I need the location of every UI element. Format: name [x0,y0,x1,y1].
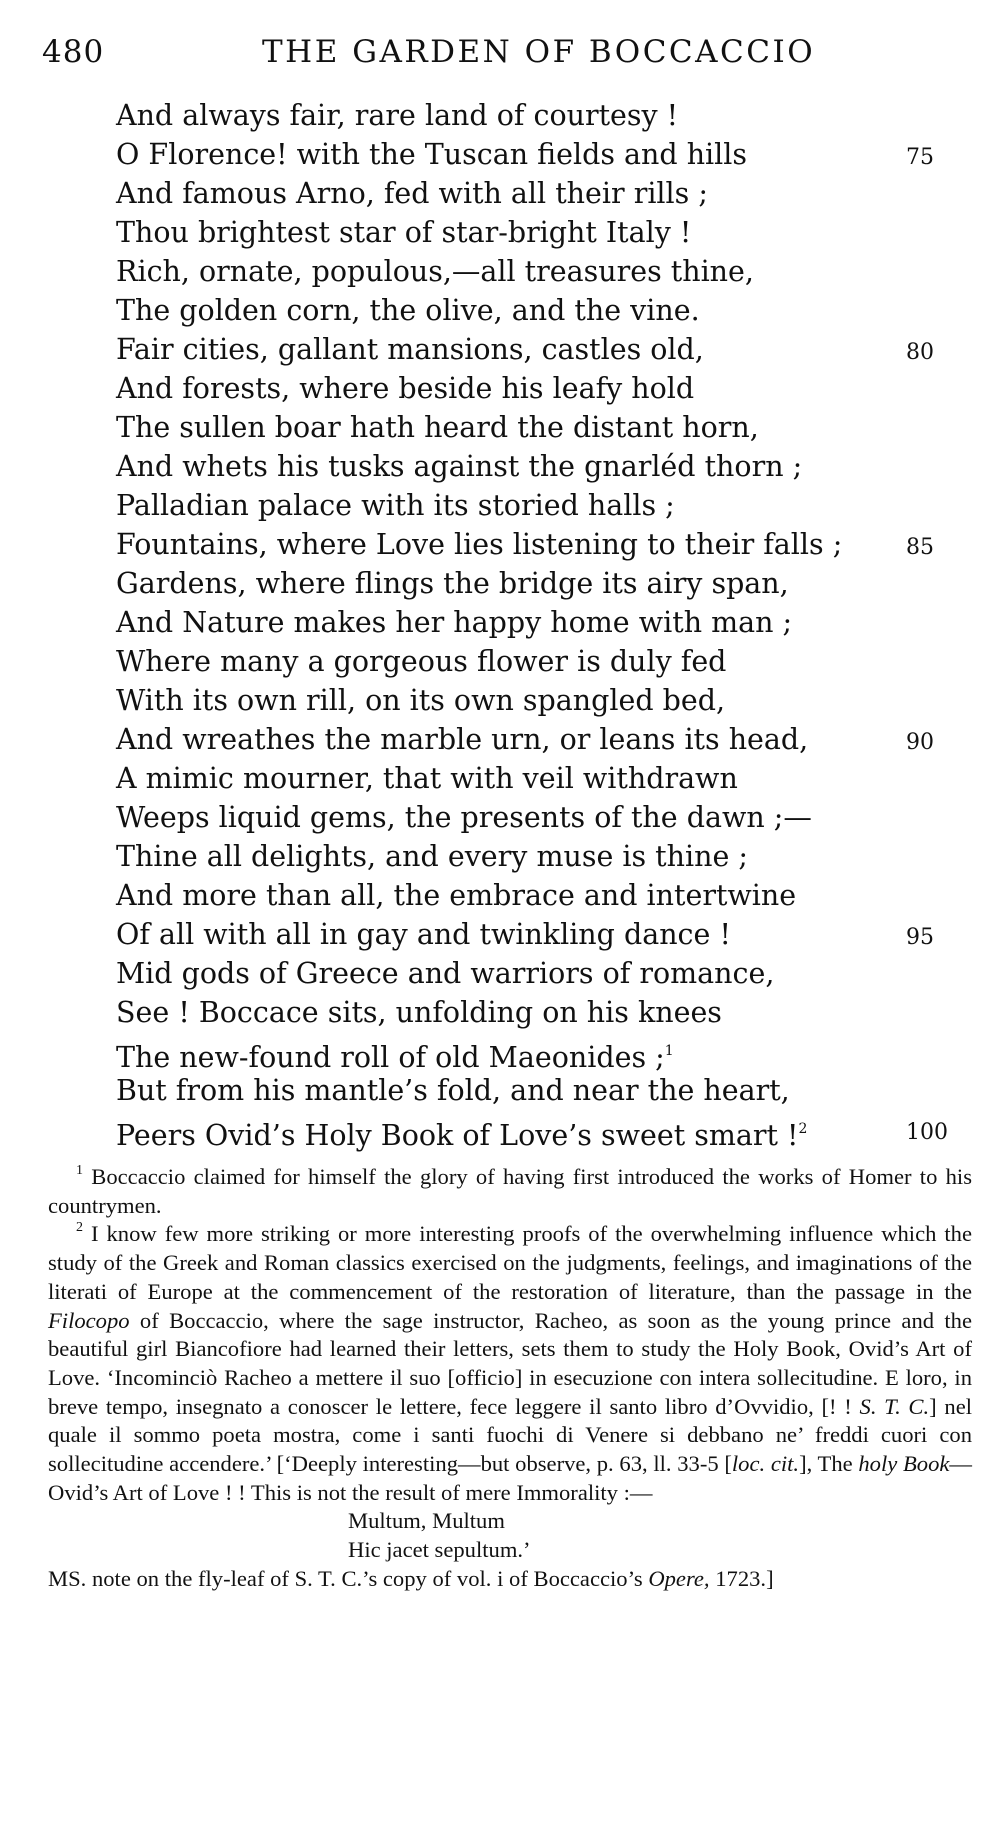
poem-line [116,252,986,291]
line-number: 95 [906,925,934,950]
poem-line-text: Thou brightest star of star-bright Italy ! [116,216,692,249]
poem-line [116,96,986,135]
page-number: 480 [42,34,105,70]
poem-line [116,564,986,603]
italic-title: Filocopo [48,1307,130,1333]
poem-line-text: And more than all, the embrace and intertwine [116,879,797,912]
poem-line [116,213,986,252]
italic-title: Opere, [648,1565,710,1591]
italic-phrase: holy Book [858,1451,950,1477]
footnote-mark: 2 [76,1220,83,1236]
poem-line [116,486,986,525]
footnotes [48,1163,972,1594]
poem-line-text: Where many a gorgeous flower is duly fed [116,645,727,678]
poem-line [116,603,986,642]
poem-line [116,1032,986,1074]
poem-line [116,525,986,564]
footnote-mark: 1 [76,1163,83,1178]
poem-line [116,291,986,330]
poem-line [116,408,986,447]
poem-line-text: The sullen boar hath heard the distant horn, [116,411,759,444]
line-number: 100 [906,1120,948,1145]
poem-line-text: Mid gods of Greece and warriors of romance, [116,957,775,990]
poem-line-text: Gardens, where flings the bridge its airy span, [116,567,789,600]
poem-line [116,954,986,993]
line-number: 85 [906,535,934,560]
poem-line [116,759,986,798]
footnote-reference: 1 [664,1043,674,1059]
footnote-text: I know few more striking or more interesting proofs of the overwhelming influence which the study of the Greek and Roman classics exercised on the judgments, feelings, and imaginations of the literati of Europe at the commencement of the restoration of literature, than the passage in the [48,1221,973,1304]
verse-line-2: Hic jacet sepultum.’ [348,1537,531,1563]
footnote-text: ], The [799,1451,859,1477]
poem-line [116,330,986,369]
footnote-2 [48,1220,972,1507]
footnote-text: Boccaccio claimed for himself the glory of having first introduced the works of Homer to his countrymen. [48,1164,972,1218]
poem-line [116,993,986,1032]
poem-line-text: See ! Boccace sits, unfolding on his knees [116,996,722,1029]
poem-line [116,720,986,759]
poem-line-text: Peers Ovid’s Holy Book of Love’s sweet smart ! [116,1119,799,1152]
poem-line-text: Thine all delights, and every muse is thine ; [116,840,748,873]
poem-line-text: And Nature makes her happy home with man ; [116,606,793,639]
poem-line-text: Fair cities, gallant mansions, castles old, [116,333,704,366]
italic-citation: loc. cit. [731,1451,800,1477]
poem-line-text: Palladian palace with its storied halls ; [116,489,675,522]
poem-line-text: The new-found roll of old Maeonides ; [116,1041,665,1074]
poem-line-text: With its own rill, on its own spangled bed, [116,684,726,717]
poem-line-text: Weeps liquid gems, the presents of the dawn ;— [116,801,812,834]
footnote-reference: 2 [798,1121,808,1137]
poem-line-text: The golden corn, the olive, and the vine. [116,294,700,327]
poem-line [116,135,986,174]
poem-line [116,174,986,213]
line-number: 80 [906,340,934,365]
poem [116,96,986,1152]
poem-line-text: Fountains, where Love lies listening to their falls ; [116,528,843,561]
poem-line-text: And whets his tusks against the gnarléd thorn ; [116,450,803,483]
poem-line [116,1110,986,1152]
poem-line [116,642,986,681]
poem-line-text: And forests, where beside his leafy hold [116,372,695,405]
verse-line-1: Multum, Multum [348,1508,505,1534]
footnote-text: ] nel quale il sommo poeta mostra, come i santi fuochi di Venere si debbano ne’ freddi cuori con sollecitudine accendere.’ [‘Deeply interesting—but observe, p. 63, ll. 33-5 [ [48,1393,973,1477]
poem-line-text: And always fair, rare land of courtesy ! [116,99,679,132]
poem-line-text: A mimic mourner, that with veil withdrawn [116,762,738,795]
page-header [40,30,965,78]
poem-line [116,915,986,954]
poem-line-text: Of all with all in gay and twinkling dance ! [116,918,731,951]
poem-line-text: O Florence! with the Tuscan fields and hills [116,138,748,171]
poem-line [116,1071,986,1110]
poem-line [116,837,986,876]
poem-line [116,447,986,486]
poem-line [116,798,986,837]
poem-line [116,681,986,720]
line-number: 75 [906,145,934,170]
poem-line [116,369,986,408]
running-head: THE GARDEN OF BOCCACCIO [262,34,816,70]
ms-note [48,1565,972,1594]
poem-line [116,876,986,915]
footnote-text: —Ovid’s Art of Love ! ! This is not the result of mere Immorality :— [48,1451,972,1505]
italic-initials: S. T. C. [859,1393,930,1419]
footnote-text: of Boccaccio, where the sage instructor, Racheo, as soon as the young prince and the beautiful girl Biancofiore had learned their letters, sets them to study the Holy Book, Ovid’s Art of Love. ‘Incominciò Racheo a mettere il suo [officio] in esecuzione con intera sollecitudine. E loro, in breve tempo, insegnato a conoscer le lettere, fece leggere il santo libro d’Ovvidio, [! ! [48,1307,972,1419]
poem-line-text: And wreathes the marble urn, or leans its head, [116,723,809,756]
poem-line-text: And famous Arno, fed with all their rills ; [116,177,708,210]
poem-line-text: But from his mantle’s fold, and near the heart, [116,1074,790,1107]
footnote-text: 1723.] [709,1565,774,1591]
poem-line-text: Rich, ornate, populous,—all treasures thine, [116,255,754,288]
line-number: 90 [906,730,934,755]
footnote-1 [48,1163,972,1220]
footnote-text: MS. note on the fly-leaf of S. T. C.’s copy of vol. i of Boccaccio’s [48,1565,649,1591]
